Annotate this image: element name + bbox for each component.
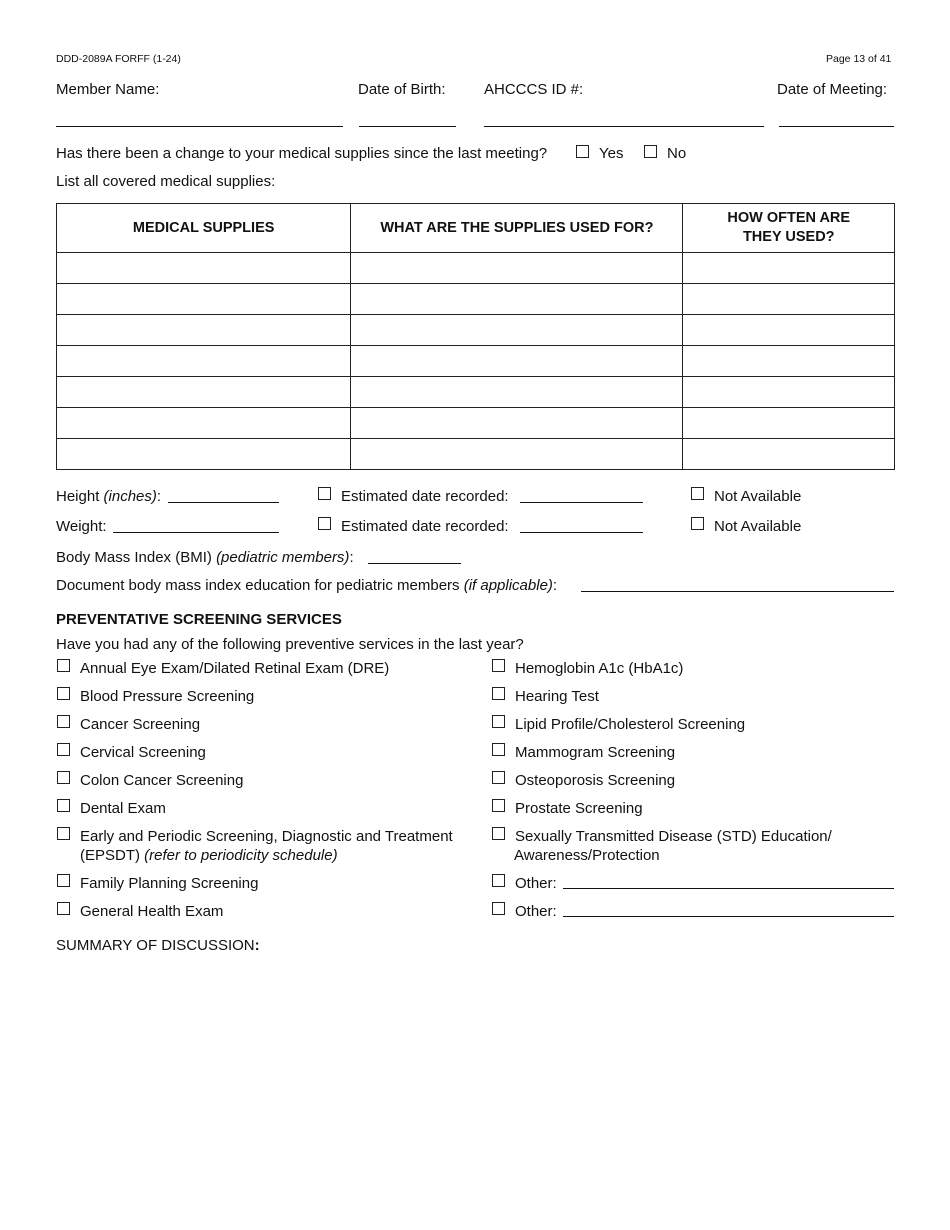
table-cell[interactable] — [351, 346, 683, 377]
screening-checkbox[interactable] — [492, 715, 505, 728]
screening-label: Dental Exam — [80, 800, 166, 817]
screening-label: Lipid Profile/Cholesterol Screening — [515, 716, 746, 733]
dob-label: Date of Birth: — [358, 81, 446, 98]
other-field[interactable] — [563, 916, 894, 917]
summary-label — [56, 937, 260, 954]
table-row — [57, 408, 895, 439]
medical-supplies-table — [56, 203, 895, 470]
page-number: Page 13 of 41 — [826, 53, 892, 65]
form-id: DDD-2089A FORFF (1-24) — [56, 53, 181, 65]
screening-checkbox[interactable] — [57, 659, 70, 672]
screening-checkbox[interactable] — [57, 687, 70, 700]
table-cell[interactable] — [683, 346, 895, 377]
member-name-label: Member Name: — [56, 81, 160, 98]
screening-checkbox[interactable] — [492, 827, 505, 840]
bmi-note: (pediatric members) — [216, 549, 350, 566]
header-medical-supplies: MEDICAL SUPPLIES — [57, 204, 351, 253]
other-label: Other: — [515, 875, 557, 892]
screening-checkbox[interactable] — [492, 771, 505, 784]
no-label: No — [667, 145, 687, 162]
meeting-date-field[interactable] — [779, 126, 894, 127]
table-cell[interactable] — [351, 377, 683, 408]
header-supplies-used-for: WHAT ARE THE SUPPLIES USED FOR? — [351, 204, 683, 253]
dob-field[interactable] — [359, 126, 456, 127]
table-cell[interactable] — [683, 284, 895, 315]
height-label-text: Height — [56, 488, 104, 505]
table-row — [57, 439, 895, 470]
table-cell[interactable] — [351, 408, 683, 439]
screening-checkbox[interactable] — [492, 799, 505, 812]
screening-label: Blood Pressure Screening — [80, 688, 255, 705]
screening-checkbox[interactable] — [57, 827, 70, 840]
screening-label: Mammogram Screening — [515, 744, 676, 761]
table-row — [57, 253, 895, 284]
weight-estimated-label: Estimated date recorded: — [341, 518, 509, 535]
std-line2: Awareness/Protection — [514, 847, 660, 864]
screening-checkbox[interactable] — [57, 799, 70, 812]
weight-estimated-checkbox[interactable] — [318, 517, 331, 530]
bmi-label-text: Body Mass Index (BMI) — [56, 549, 217, 566]
screening-label: Cervical Screening — [80, 744, 206, 761]
screening-checkbox[interactable] — [57, 715, 70, 728]
weight-label: Weight: — [56, 518, 107, 535]
bmi-education-note: (if applicable) — [463, 577, 553, 594]
supplies-yes-checkbox[interactable] — [576, 145, 589, 158]
yes-label: Yes — [599, 145, 624, 162]
weight-not-available-label: Not Available — [714, 518, 802, 535]
screening-label: Osteoporosis Screening — [515, 772, 676, 789]
screening-question: Have you had any of the following preventive services in the last year? — [56, 636, 524, 653]
table-cell[interactable] — [351, 315, 683, 346]
table-cell[interactable] — [57, 253, 351, 284]
table-cell[interactable] — [57, 439, 351, 470]
table-cell[interactable] — [683, 377, 895, 408]
height-not-available-checkbox[interactable] — [691, 487, 704, 500]
table-cell[interactable] — [683, 439, 895, 470]
epsdt-note: (refer to periodicity schedule) — [144, 847, 338, 864]
table-cell[interactable] — [57, 377, 351, 408]
header-how-often — [683, 204, 895, 253]
table-cell[interactable] — [351, 284, 683, 315]
screening-label: Annual Eye Exam/Dilated Retinal Exam (DRE) — [80, 660, 390, 677]
screening-label: Early and Periodic Screening, Diagnostic and Treatment — [80, 828, 453, 845]
bmi-label: Body Mass Index (BMI) (pediatric members): — [56, 549, 354, 566]
weight-field[interactable] — [113, 532, 279, 533]
height-estimated-label: Estimated date recorded: — [341, 488, 509, 505]
screening-checkbox[interactable] — [492, 874, 505, 887]
screening-checkbox[interactable] — [57, 743, 70, 756]
table-cell[interactable] — [683, 408, 895, 439]
table-cell[interactable] — [683, 253, 895, 284]
screening-checkbox[interactable] — [492, 687, 505, 700]
height-not-available-label: Not Available — [714, 488, 802, 505]
table-row — [57, 377, 895, 408]
bmi-field[interactable] — [368, 563, 461, 564]
weight-estimated-date-field[interactable] — [520, 532, 643, 533]
table-cell[interactable] — [351, 253, 683, 284]
screening-label: Cancer Screening — [80, 716, 201, 733]
epsdt-line2 — [80, 847, 338, 864]
height-field[interactable] — [168, 502, 279, 503]
table-row — [57, 346, 895, 377]
screening-label: Sexually Transmitted Disease (STD) Education/ — [515, 828, 832, 845]
member-name-field[interactable] — [56, 126, 343, 127]
height-unit: (inches) — [103, 488, 157, 505]
supplies-change-question: Has there been a change to your medical supplies since the last meeting? — [56, 145, 548, 162]
table-cell[interactable] — [57, 315, 351, 346]
other-field[interactable] — [563, 888, 894, 889]
screening-label: Colon Cancer Screening — [80, 772, 244, 789]
ahcccs-label: AHCCCS ID #: — [484, 81, 584, 98]
screening-checkbox[interactable] — [492, 659, 505, 672]
summary-colon: : — [254, 937, 260, 954]
table-cell[interactable] — [683, 315, 895, 346]
epsdt-text: (EPSDT) — [80, 847, 145, 864]
screening-label: Prostate Screening — [515, 800, 643, 817]
height-label: Height (inches): — [56, 488, 162, 505]
table-cell[interactable] — [351, 439, 683, 470]
list-supplies-label: List all covered medical supplies: — [56, 173, 276, 190]
height-estimated-checkbox[interactable] — [318, 487, 331, 500]
table-cell[interactable] — [57, 346, 351, 377]
header-how-often-line1: HOW OFTEN ARE — [727, 210, 851, 226]
meeting-date-label: Date of Meeting: — [777, 81, 888, 98]
other-label: Other: — [515, 903, 557, 920]
height-estimated-date-field[interactable] — [520, 502, 643, 503]
table-row — [57, 315, 895, 346]
table-header-row — [57, 204, 895, 253]
screening-title: PREVENTATIVE SCREENING SERVICES — [56, 611, 342, 628]
supplies-no-checkbox[interactable] — [644, 145, 657, 158]
table-cell[interactable] — [57, 408, 351, 439]
table-row — [57, 284, 895, 315]
screening-checkbox[interactable] — [57, 874, 70, 887]
bmi-education-field[interactable] — [581, 591, 894, 592]
screening-checkbox[interactable] — [57, 771, 70, 784]
screening-label: Hemoglobin A1c (HbA1c) — [515, 660, 684, 677]
screening-checkbox[interactable] — [57, 902, 70, 915]
screening-label: Family Planning Screening — [80, 875, 259, 892]
screening-checkbox[interactable] — [492, 902, 505, 915]
summary-label-text: SUMMARY OF DISCUSSION — [56, 937, 255, 954]
screening-label: Hearing Test — [515, 688, 599, 705]
table-cell[interactable] — [57, 284, 351, 315]
screening-label: General Health Exam — [80, 903, 224, 920]
screening-checkbox[interactable] — [492, 743, 505, 756]
bmi-education-label: Document body mass index education for pediatric members (if applicable): — [56, 577, 558, 594]
bmi-education-text: Document body mass index education for pediatric members — [56, 577, 464, 594]
ahcccs-field[interactable] — [484, 126, 764, 127]
header-how-often-line2: THEY USED? — [742, 229, 835, 245]
weight-not-available-checkbox[interactable] — [691, 517, 704, 530]
